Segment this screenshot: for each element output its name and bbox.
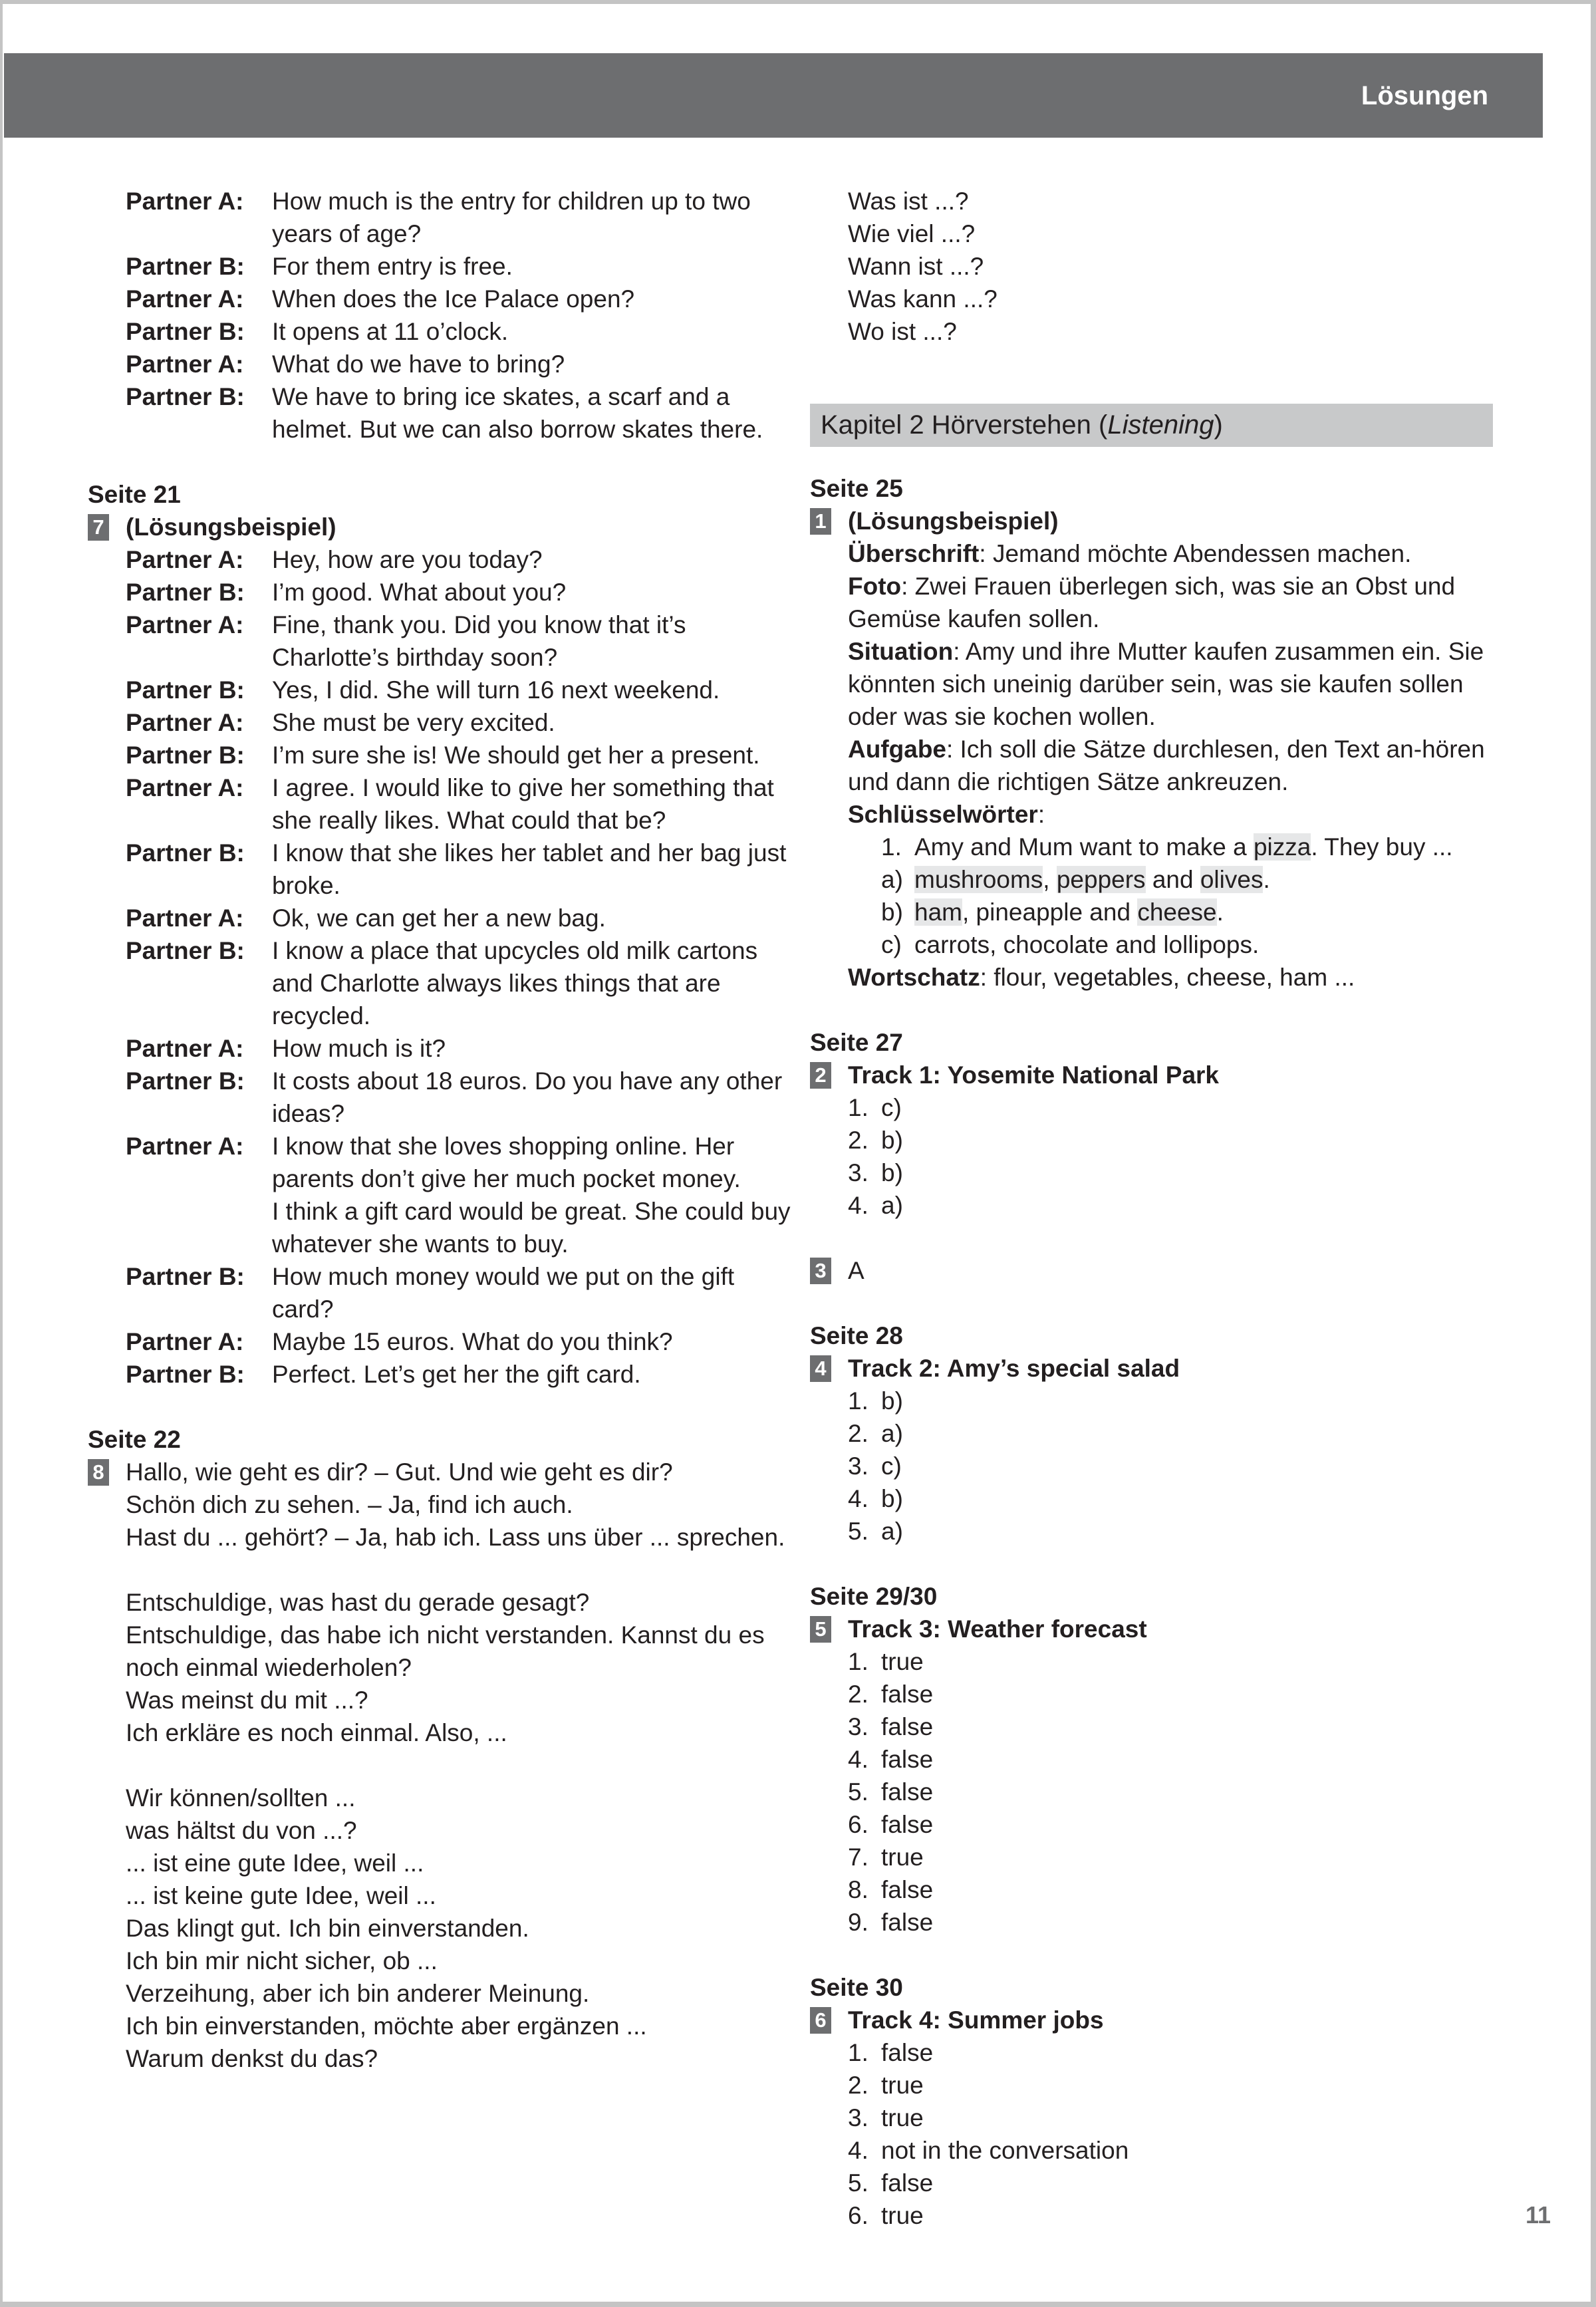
speaker-label: Partner A:	[126, 350, 244, 378]
answer-number: 3.	[848, 2104, 868, 2131]
answer-value: false	[881, 2169, 934, 2197]
dialog-row	[126, 674, 793, 706]
phrase-line: Warum denkst du das?	[126, 2045, 378, 2072]
spacer	[810, 1287, 1502, 1319]
answer-number: 4.	[848, 1485, 868, 1512]
exercise-1-body	[848, 537, 1502, 994]
dialog-row	[126, 348, 793, 380]
answer-row	[848, 1450, 1502, 1482]
exercise-title: Track 2: Amy’s special salad	[848, 1355, 1180, 1382]
phrase-line: Entschuldige, das habe ich nicht verstanden. Kannst du es noch einmal wiederholen?	[126, 1621, 765, 1681]
header-title: Lösungen	[1361, 81, 1488, 110]
text: .	[1216, 898, 1224, 926]
speaker-label: Partner A:	[126, 1035, 244, 1062]
answer-row	[848, 2134, 1502, 2167]
answer-value: false	[881, 1876, 934, 1903]
highlighted-keyword: olives	[1200, 866, 1264, 893]
answer-number: 4.	[848, 2137, 868, 2164]
dialog-seite-21	[126, 543, 793, 1391]
situation-value: : Amy und ihre Mutter kaufen zusammen ein. Sie könnten sich uneinig darüber sein, was sie kaufen sollen oder was sie kochen wollen.	[848, 638, 1484, 730]
highlighted-keyword: pizza	[1253, 833, 1311, 861]
answer-number: 3.	[848, 1159, 868, 1186]
spacer	[810, 1939, 1502, 1971]
section-heading-seite-22: Seite 22	[88, 1426, 181, 1453]
text: . They buy ...	[1311, 833, 1453, 861]
dialog-text: It costs about 18 euros. Do you have any other ideas?	[272, 1067, 783, 1127]
dialog-row	[126, 283, 793, 315]
phrase-line: Was meinst du mit ...?	[126, 1687, 368, 1714]
keyword-option-b	[881, 896, 1502, 928]
dialog-row	[126, 934, 793, 1032]
phrase-line: Hallo, wie geht es dir? – Gut. Und wie geht es dir?	[126, 1458, 673, 1486]
answer-row	[848, 2069, 1502, 2102]
keyword-option-a	[881, 863, 1502, 896]
answer-number: 1.	[848, 1648, 868, 1675]
dialog-text: We have to bring ice skates, a scarf and a helmet. But we can also borrow skates there.	[272, 383, 763, 443]
exercise-1-header	[810, 505, 1502, 537]
text: ,	[1043, 866, 1057, 893]
section-heading-seite-21: Seite 21	[88, 481, 181, 508]
answer-number: 3.	[848, 1452, 868, 1480]
phrase-group-1	[126, 1488, 793, 1554]
dialog-text: How much is it?	[272, 1035, 446, 1062]
exercise-title: (Lösungsbeispiel)	[126, 513, 336, 541]
speaker-label: Partner A:	[126, 709, 244, 736]
question-list	[848, 185, 1502, 348]
speaker-label: Partner B:	[126, 318, 245, 345]
answer-row	[848, 1808, 1502, 1841]
answer-row	[848, 1385, 1502, 1417]
section-heading-seite-30: Seite 30	[810, 1974, 903, 2001]
dialog-text: I’m sure she is! We should get her a present.	[272, 742, 760, 769]
phrase-line: was hältst du von ...?	[126, 1817, 357, 1844]
answer-value: true	[881, 2072, 924, 2099]
answer-row	[848, 1645, 1502, 1678]
phrase-line: Ich erkläre es noch einmal. Also, ...	[126, 1719, 507, 1746]
phrase-line: Ich bin einverstanden, möchte aber ergänzen ...	[126, 2012, 647, 2040]
answer-value: not in the conversation	[881, 2137, 1129, 2164]
text: , pineapple and	[962, 898, 1138, 926]
answer-value: b)	[881, 1387, 903, 1415]
keyword-question	[881, 831, 1502, 863]
highlighted-keyword: mushrooms	[914, 866, 1043, 893]
exercise-badge: 3	[810, 1258, 831, 1284]
aufgabe-label: Aufgabe	[848, 736, 946, 763]
highlighted-keyword: cheese	[1137, 898, 1217, 926]
section-heading-seite-29-30: Seite 29/30	[810, 1583, 938, 1610]
phrase-group-3	[126, 1782, 793, 2075]
answer-value: a)	[881, 1420, 903, 1447]
dialog-row	[126, 1260, 793, 1325]
answer-row	[848, 1482, 1502, 1515]
section-heading-seite-28: Seite 28	[810, 1322, 903, 1349]
dialog-text: What do we have to bring?	[272, 350, 565, 378]
speaker-label: Partner B:	[126, 742, 245, 769]
dialog-row	[126, 250, 793, 283]
answer-row	[848, 2102, 1502, 2134]
dialog-row	[126, 1325, 793, 1358]
answer-number: 7.	[848, 1843, 868, 1871]
question-line: Wo ist ...?	[848, 318, 957, 345]
dialog-text: Ok, we can get her a new bag.	[272, 904, 606, 932]
dialog-row	[126, 837, 793, 902]
dialog-intro	[126, 185, 793, 446]
answer-value: b)	[881, 1159, 903, 1186]
dialog-row	[126, 739, 793, 771]
answer-number: 2.	[848, 2072, 868, 2099]
answer-row	[848, 1743, 1502, 1776]
answer-number: 9.	[848, 1909, 868, 1936]
answer-number: 2.	[848, 1420, 868, 1447]
answer-row	[848, 1091, 1502, 1124]
question-line: Wie viel ...?	[848, 220, 976, 247]
schluesselwoerter-label: Schlüsselwörter	[848, 801, 1038, 828]
text: Amy and Mum want to make a	[914, 833, 1254, 861]
exercise-badge: 8	[88, 1459, 109, 1486]
chapter-title-italic: Listening	[1107, 410, 1214, 440]
ueberschrift-label: Überschrift	[848, 540, 980, 567]
speaker-label: Partner B:	[126, 839, 245, 867]
answer-row	[848, 1776, 1502, 1808]
list-marker: 1.	[881, 833, 902, 861]
dialog-text: I think a gift card would be great. She could buy whatever she wants to buy.	[272, 1198, 791, 1258]
question-line: Was ist ...?	[848, 188, 969, 215]
answer-value: b)	[881, 1127, 903, 1154]
dialog-row	[126, 1358, 793, 1391]
phrase-line: Ich bin mir nicht sicher, ob ...	[126, 1947, 438, 1974]
exercise-title: Track 4: Summer jobs	[848, 2006, 1104, 2034]
aufgabe-line	[848, 733, 1502, 798]
answer-value: false	[881, 1713, 934, 1740]
spacer	[810, 1548, 1502, 1580]
answer-row	[848, 1156, 1502, 1189]
dialog-text: It opens at 11 o’clock.	[272, 318, 509, 345]
dialog-text: When does the Ice Palace open?	[272, 285, 635, 313]
keyword-option-c	[881, 928, 1502, 961]
spacer	[810, 447, 1502, 472]
answer-value: a)	[881, 1518, 903, 1545]
spacer	[88, 1554, 793, 1586]
exercise-6-header	[810, 2004, 1502, 2036]
chapter-heading	[810, 404, 1493, 447]
dialog-row	[126, 1195, 793, 1260]
spacer	[810, 994, 1502, 1026]
chapter-title: Kapitel 2 Hörverstehen (	[821, 410, 1108, 440]
spacer	[810, 1222, 1502, 1254]
answer-number: 5.	[848, 1778, 868, 1806]
answer-list	[848, 1385, 1502, 1548]
answer-number: 6.	[848, 1811, 868, 1838]
text: and	[1145, 866, 1200, 893]
answer-row	[848, 1189, 1502, 1222]
speaker-label: Partner B:	[126, 579, 245, 606]
answer-row	[848, 2199, 1502, 2232]
exercise-7-header	[88, 511, 793, 543]
speaker-label: Partner A:	[126, 546, 244, 573]
exercise-answer: A	[848, 1257, 864, 1284]
phrase-line: Schön dich zu sehen. – Ja, find ich auch.	[126, 1491, 573, 1518]
dialog-text: Fine, thank you. Did you know that it’s Charlotte’s birthday soon?	[272, 611, 686, 671]
answer-value: c)	[881, 1452, 902, 1480]
spacer	[88, 1391, 793, 1423]
keyword-list	[881, 831, 1502, 961]
wortschatz-line	[848, 961, 1502, 994]
answer-value: false	[881, 1909, 934, 1936]
answer-value: false	[881, 1681, 934, 1708]
answer-row	[848, 1417, 1502, 1450]
dialog-row	[126, 576, 793, 609]
situation-line	[848, 635, 1502, 733]
phrase-line: Wir können/sollten ...	[126, 1784, 356, 1812]
answer-number: 4.	[848, 1192, 868, 1219]
speaker-label: Partner A:	[126, 774, 244, 801]
dialog-text: I know a place that upcycles old milk cartons and Charlotte always likes things that are recycled.	[272, 937, 758, 1029]
answer-row	[848, 1710, 1502, 1743]
spacer	[88, 446, 793, 478]
phrase-line: Entschuldige, was hast du gerade gesagt?	[126, 1589, 590, 1616]
question-line: Was kann ...?	[848, 285, 998, 313]
spacer	[88, 1749, 793, 1782]
exercise-badge: 1	[810, 508, 831, 535]
answer-number: 1.	[848, 1094, 868, 1121]
dialog-row	[126, 1130, 793, 1195]
dialog-text: Hey, how are you today?	[272, 546, 543, 573]
dialog-row	[126, 380, 793, 446]
exercise-4-header	[810, 1352, 1502, 1385]
answer-list	[848, 1091, 1502, 1222]
dialog-row	[126, 315, 793, 348]
highlighted-keyword: ham	[914, 898, 962, 926]
answer-list	[848, 2036, 1502, 2232]
exercise-badge: 6	[810, 2007, 831, 2034]
answer-row	[848, 2167, 1502, 2199]
phrase-line: Verzeihung, aber ich bin anderer Meinung.	[126, 1980, 590, 2007]
dialog-row	[126, 185, 793, 250]
speaker-label: Partner B:	[126, 253, 245, 280]
answer-value: true	[881, 2104, 924, 2131]
speaker-label: Partner B:	[126, 676, 245, 704]
dialog-text: I know that she likes her tablet and her bag just broke.	[272, 839, 787, 899]
exercise-8-header	[88, 1456, 793, 1488]
answer-number: 6.	[848, 2202, 868, 2229]
highlighted-keyword: peppers	[1056, 866, 1146, 893]
dialog-text: She must be very excited.	[272, 709, 555, 736]
section-heading-seite-25: Seite 25	[810, 475, 903, 502]
phrase-line: Hast du ... gehört? – Ja, hab ich. Lass uns über ... sprechen.	[126, 1524, 785, 1551]
speaker-label: Partner B:	[126, 937, 245, 964]
text: .	[1263, 866, 1270, 893]
answer-value: false	[881, 2039, 934, 2066]
dialog-text: I agree. I would like to give her something that she really likes. What could that be?	[272, 774, 774, 834]
list-marker: a)	[881, 866, 903, 893]
answer-row	[848, 1124, 1502, 1156]
answer-value: true	[881, 1648, 924, 1675]
answer-row	[848, 1678, 1502, 1710]
answer-value: false	[881, 1778, 934, 1806]
phrase-line: ... ist keine gute Idee, weil ...	[126, 1882, 436, 1909]
colon: :	[1037, 801, 1045, 828]
list-marker: c)	[881, 931, 902, 958]
dialog-text: For them entry is free.	[272, 253, 513, 280]
exercise-3-header	[810, 1254, 1502, 1287]
foto-line	[848, 570, 1502, 635]
keyword-text	[914, 863, 1270, 896]
dialog-text: How much is the entry for children up to two years of age?	[272, 188, 751, 247]
exercise-title: Track 1: Yosemite National Park	[848, 1061, 1219, 1089]
speaker-label: Partner B:	[126, 1361, 245, 1388]
speaker-label: Partner B:	[126, 383, 245, 410]
answer-row	[848, 1515, 1502, 1548]
keyword-text	[914, 831, 1453, 863]
answer-value: a)	[881, 1192, 903, 1219]
answer-row	[848, 2036, 1502, 2069]
answer-number: 8.	[848, 1876, 868, 1903]
keyword-text	[914, 896, 1224, 928]
dialog-text: I’m good. What about you?	[272, 579, 567, 606]
answer-number: 1.	[848, 1387, 868, 1415]
speaker-label: Partner A:	[126, 1133, 244, 1160]
schluesselwoerter-line	[848, 798, 1502, 831]
answer-row	[848, 1841, 1502, 1873]
answer-number: 2.	[848, 1681, 868, 1708]
answer-value: false	[881, 1811, 934, 1838]
exercise-2-header	[810, 1059, 1502, 1091]
dialog-row	[126, 543, 793, 576]
answer-number: 3.	[848, 1713, 868, 1740]
exercise-title: (Lösungsbeispiel)	[848, 507, 1059, 535]
dialog-row	[126, 771, 793, 837]
dialog-row	[126, 609, 793, 674]
answer-number: 1.	[848, 2039, 868, 2066]
dialog-row	[126, 902, 793, 934]
dialog-row	[126, 706, 793, 739]
answer-value: true	[881, 1843, 924, 1871]
answer-value: b)	[881, 1485, 903, 1512]
keyword-text: carrots, chocolate and lollipops.	[914, 931, 1260, 958]
dialog-text: Yes, I did. She will turn 16 next weekend.	[272, 676, 720, 704]
exercise-badge: 2	[810, 1062, 831, 1089]
wortschatz-value: : flour, vegetables, cheese, ham ...	[980, 964, 1355, 991]
answer-row	[848, 1873, 1502, 1906]
dialog-text: Maybe 15 euros. What do you think?	[272, 1328, 673, 1355]
answer-number: 5.	[848, 1518, 868, 1545]
speaker-label	[126, 1195, 272, 1260]
speaker-label: Partner A:	[126, 285, 244, 313]
speaker-label: Partner A:	[126, 1328, 244, 1355]
dialog-row	[126, 1032, 793, 1065]
page-number: 11	[1526, 2201, 1551, 2229]
answer-value: true	[881, 2202, 924, 2229]
speaker-label: Partner B:	[126, 1067, 245, 1095]
chapter-title-suffix: )	[1214, 410, 1223, 440]
dialog-text: Perfect. Let’s get her the gift card.	[272, 1361, 641, 1388]
aufgabe-value: : Ich soll die Sätze durchlesen, den Text an-hören und dann die richtigen Sätze ankreuzen.	[848, 736, 1485, 795]
list-marker: b)	[881, 898, 903, 926]
ueberschrift-value: : Jemand möchte Abendessen machen.	[979, 540, 1412, 567]
situation-label: Situation	[848, 638, 954, 665]
answer-number: 4.	[848, 1746, 868, 1773]
phrase-group-2	[126, 1586, 793, 1749]
wortschatz-label: Wortschatz	[848, 964, 980, 991]
answer-number: 5.	[848, 2169, 868, 2197]
speaker-label: Partner B:	[126, 1263, 245, 1290]
answer-value: c)	[881, 1094, 902, 1121]
answer-list	[848, 1645, 1502, 1939]
right-column	[810, 185, 1502, 2232]
foto-value: : Zwei Frauen überlegen sich, was sie an Obst und Gemüse kaufen sollen.	[848, 573, 1456, 632]
phrase-line: Das klingt gut. Ich bin einverstanden.	[126, 1915, 529, 1942]
speaker-label: Partner A:	[126, 188, 244, 215]
dialog-text: How much money would we put on the gift card?	[272, 1263, 735, 1323]
exercise-title: Track 3: Weather forecast	[848, 1615, 1147, 1643]
exercise-badge: 5	[810, 1616, 831, 1643]
answer-row	[848, 1906, 1502, 1939]
ueberschrift-line	[848, 537, 1502, 570]
exercise-badge: 7	[88, 514, 109, 541]
exercise-5-header	[810, 1613, 1502, 1645]
spacer	[810, 348, 1502, 404]
exercise-badge: 4	[810, 1355, 831, 1382]
left-column	[88, 185, 793, 2075]
speaker-label: Partner A:	[126, 611, 244, 638]
question-line: Wann ist ...?	[848, 253, 984, 280]
header-bar	[4, 53, 1543, 138]
answer-value: false	[881, 1746, 934, 1773]
foto-label: Foto	[848, 573, 902, 600]
dialog-text: I know that she loves shopping online. Her parents don’t give her much pocket money.	[272, 1133, 741, 1192]
dialog-row	[126, 1065, 793, 1130]
speaker-label: Partner A:	[126, 904, 244, 932]
phrase-line: ... ist eine gute Idee, weil ...	[126, 1849, 424, 1877]
section-heading-seite-27: Seite 27	[810, 1029, 903, 1056]
answer-number: 2.	[848, 1127, 868, 1154]
